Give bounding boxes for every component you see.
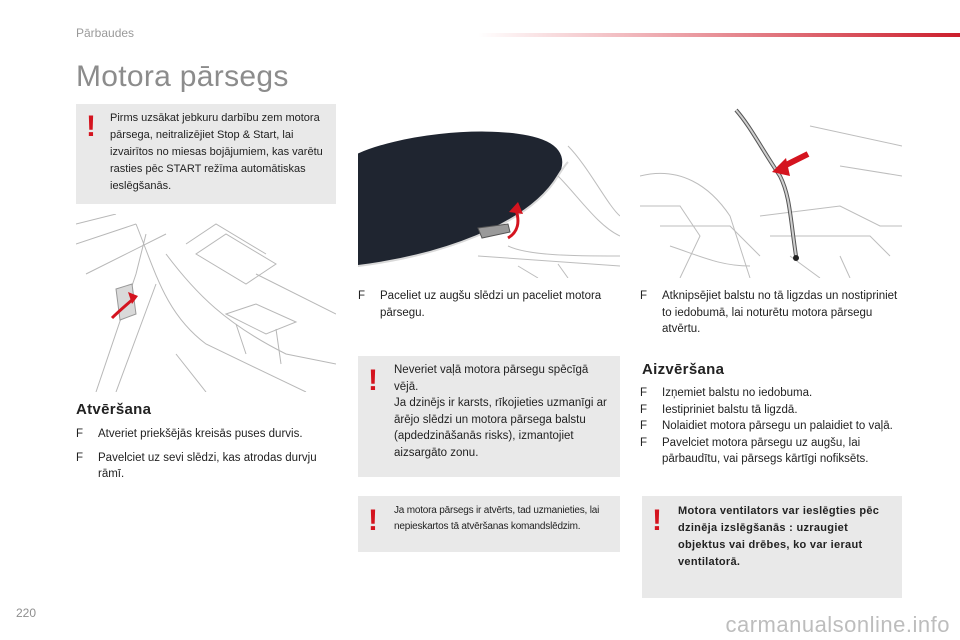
warning-box-lever <box>358 496 620 552</box>
interior-latch-drawing <box>76 214 336 392</box>
bullet-marker: F <box>640 436 648 449</box>
bullet-marker: F <box>640 387 648 399</box>
list-item-text: Iestipriniet balstu tā ligzdā. <box>662 403 798 416</box>
bullet-marker: F <box>640 403 648 416</box>
bullet-marker: F <box>640 420 648 432</box>
warning-box-wind <box>358 356 620 477</box>
list-item-text: Paceliet uz augšu slēdzi un paceliet motora pārsegu. <box>380 290 602 319</box>
list-item <box>640 288 902 338</box>
list-item <box>640 435 902 468</box>
closing-steps <box>640 385 902 468</box>
warning-box-stop-start <box>76 104 336 204</box>
list-item-text: Pavelciet uz sevi slēdzi, kas atrodas durvju rāmī. <box>98 451 317 480</box>
list-item <box>640 402 902 419</box>
warning-text: Motora ventilators var ieslēgties pēc dzinēja izslēgšanās : uzraugiet objektus vai drēbes, ko var ieraut ventilatorā. <box>678 505 880 568</box>
list-item <box>76 426 338 443</box>
list-item <box>640 385 902 402</box>
section-label: Pārbaudes <box>76 26 135 40</box>
list-item-text: Pavelciet motora pārsegu uz augšu, lai pārbaudītu, vai pārsegs kārtīgi nofiksēts. <box>662 436 869 465</box>
bullet-marker: F <box>640 290 648 302</box>
warning-box-fan <box>642 496 902 598</box>
hood-stay-illustration <box>640 106 902 278</box>
list-item <box>76 450 338 483</box>
list-item <box>640 418 902 435</box>
warning-icon: ! <box>368 364 378 397</box>
warning-icon: ! <box>86 110 96 143</box>
opening-steps <box>76 426 338 483</box>
list-item-text: Atveriet priekšējās kreisās puses durvis. <box>98 428 303 440</box>
closing-heading: Aizvēršana <box>642 361 725 378</box>
page-title: Motora pārsegs <box>76 60 289 93</box>
warning-icon: ! <box>368 504 378 537</box>
right-steps <box>640 288 902 338</box>
bullet-marker: F <box>76 428 84 440</box>
middle-steps <box>358 288 622 321</box>
list-item-text: Atknipsējiet balstu no tā ligzdas un nostipriniet to iedobumā, lai noturētu motora pārsegu atvērtu. <box>662 290 898 335</box>
bullet-marker: F <box>76 451 84 464</box>
opening-heading: Atvēršana <box>76 401 152 418</box>
warning-icon: ! <box>652 504 662 537</box>
hood-lever-illustration <box>358 106 620 278</box>
page-number: 220 <box>16 606 37 620</box>
interior-latch-illustration <box>76 214 336 392</box>
watermark: carmanualsonline.info <box>725 612 950 637</box>
list-item <box>358 288 622 321</box>
bullet-marker: F <box>358 290 366 302</box>
warning-text: Pirms uzsākat jebkuru darbību zem motora pārsega, neitralizējiet Stop & Start, lai izvairītos no miesas bojājumiem, kas varētu rasties pēc START režīma automātiskas ieslēgšanās. <box>110 112 323 192</box>
list-item-text: Nolaidiet motora pārsegu un palaidiet to vaļā. <box>662 420 893 432</box>
list-item-text: Izņemiet balstu no iedobuma. <box>662 387 813 399</box>
warning-text: Neveriet vaļā motora pārsegu spēcīgā vējā. Ja dzinējs ir karsts, rīkojieties uzmanīgi ar ārējo slēdzi un motora pārsega balstu (apdedzināšanās risks), izmantojiet aizsargāto zonu. <box>394 364 607 459</box>
hood-lever-drawing <box>358 106 620 278</box>
warning-text: Ja motora pārsegs ir atvērts, tad uzmanieties, lai nepieskartos tā atvēršanas komandslēdzim. <box>394 505 600 532</box>
header-accent-line <box>478 33 960 37</box>
hood-stay-drawing <box>640 106 902 278</box>
